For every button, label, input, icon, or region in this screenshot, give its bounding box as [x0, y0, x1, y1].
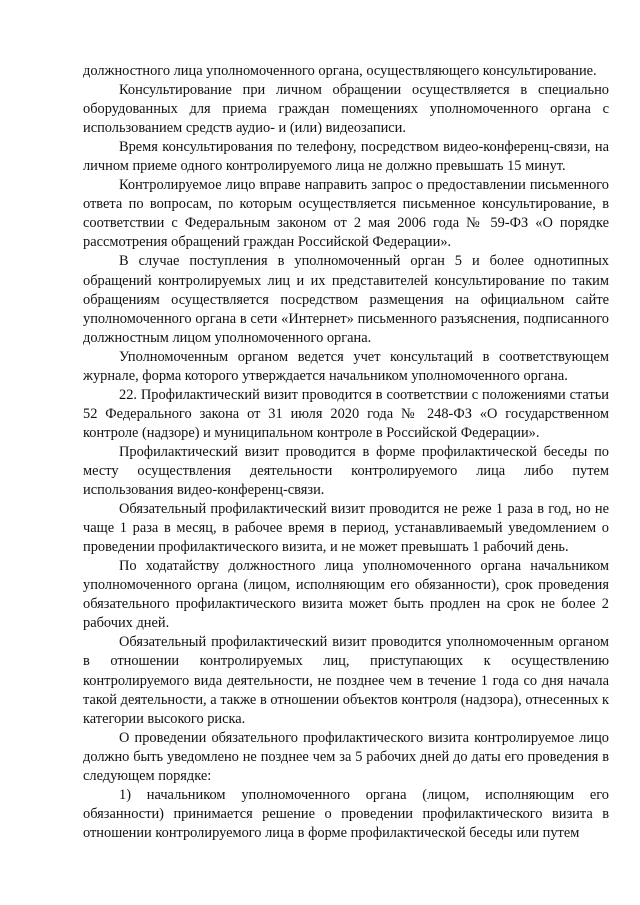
- paragraph-continuation: должностного лица уполномоченного органа, осуществляющего консультирование.: [83, 63, 597, 79]
- paragraph-visit-notification: О проведении обязательного профилактического визита контролируемое лицо должно быть уведомлено не позднее чем за 5 рабочих дней до даты его проведения в следующем порядке:: [83, 729, 609, 784]
- paragraph-personal-consultation: Консультирование при личном обращении осуществляется в специально оборудованных для приема граждан помещениях уполномоченного органа с использованием средств аудио- и (или) видеозаписи.: [83, 82, 609, 137]
- document-page: [83, 62, 609, 843]
- paragraph-procedure-step-1: 1) начальником уполномоченного органа (лицом, исполняющим его обязанности) принимается решение о проведении профилактического визита в отношении контролируемого лица в форме профилактической беседы или путем: [83, 786, 609, 841]
- paragraph-visit-extension: По ходатайству должностного лица уполномоченного органа начальником уполномоченного органа (лицом, исполняющим его обязанности), срок проведения обязательного профилактического визита может быть продлен на срок не более 2 рабочих дней.: [83, 558, 609, 632]
- paragraph-consultation-time: Время консультирования по телефону, посредством видео-конференц-связи, на личном приеме одного контролируемого лица не должно превышать 15 минут.: [83, 139, 609, 175]
- paragraph-item-22: 22. Профилактический визит проводится в соответствии с положениями статьи 52 Федерального закона от 31 июля 2020 года № 248-ФЗ «О государственном контроле (надзоре) и муниципальном контроле в Российской Федерации».: [83, 386, 609, 441]
- paragraph-mandatory-visit-frequency: Обязательный профилактический визит проводится не реже 1 раза в год, но не чаще 1 раза в месяц, в рабочее время в период, устанавливаемый уведомлением о проведении профилактического визита, и не может превышать 1 рабочий день.: [83, 501, 609, 556]
- paragraph-similar-requests: В случае поступления в уполномоченный орган 5 и более однотипных обращений контролируемых лиц и их представителей консультирование по таким обращениям осуществляется посредством размещения на официальном сайте уполномоченного органа в сети «Интернет» письменного разъяснения, подписанного должностным лицом уполномоченного органа.: [83, 253, 609, 346]
- paragraph-written-request: Контролируемое лицо вправе направить запрос о предоставлении письменного ответа по вопросам, по которым осуществляется письменное консультирование, в соответствии с Федеральным законом от 2 мая 2006 года № 59-ФЗ «О порядке рассмотрения обращений граждан Российской Федерации».: [83, 177, 609, 251]
- paragraph-mandatory-visit-targets: Обязательный профилактический визит проводится уполномоченным органом в отношении контролируемых лиц, приступающих к осуществлению контролируемого вида деятельности, не позднее чем в течение 1 года со дня начала такой деятельности, а также в отношении объектов контроля (надзора), отнесенных к категории высокого риска.: [83, 634, 609, 727]
- paragraph-visit-form: Профилактический визит проводится в форме профилактической беседы по месту осуществления деятельности контролируемого лица либо путем использования видео-конференц-связи.: [83, 443, 609, 499]
- paragraph-consultation-journal: Уполномоченным органом ведется учет консультаций в соответствующем журнале, форма которого утверждается начальником уполномоченного органа.: [83, 348, 609, 384]
